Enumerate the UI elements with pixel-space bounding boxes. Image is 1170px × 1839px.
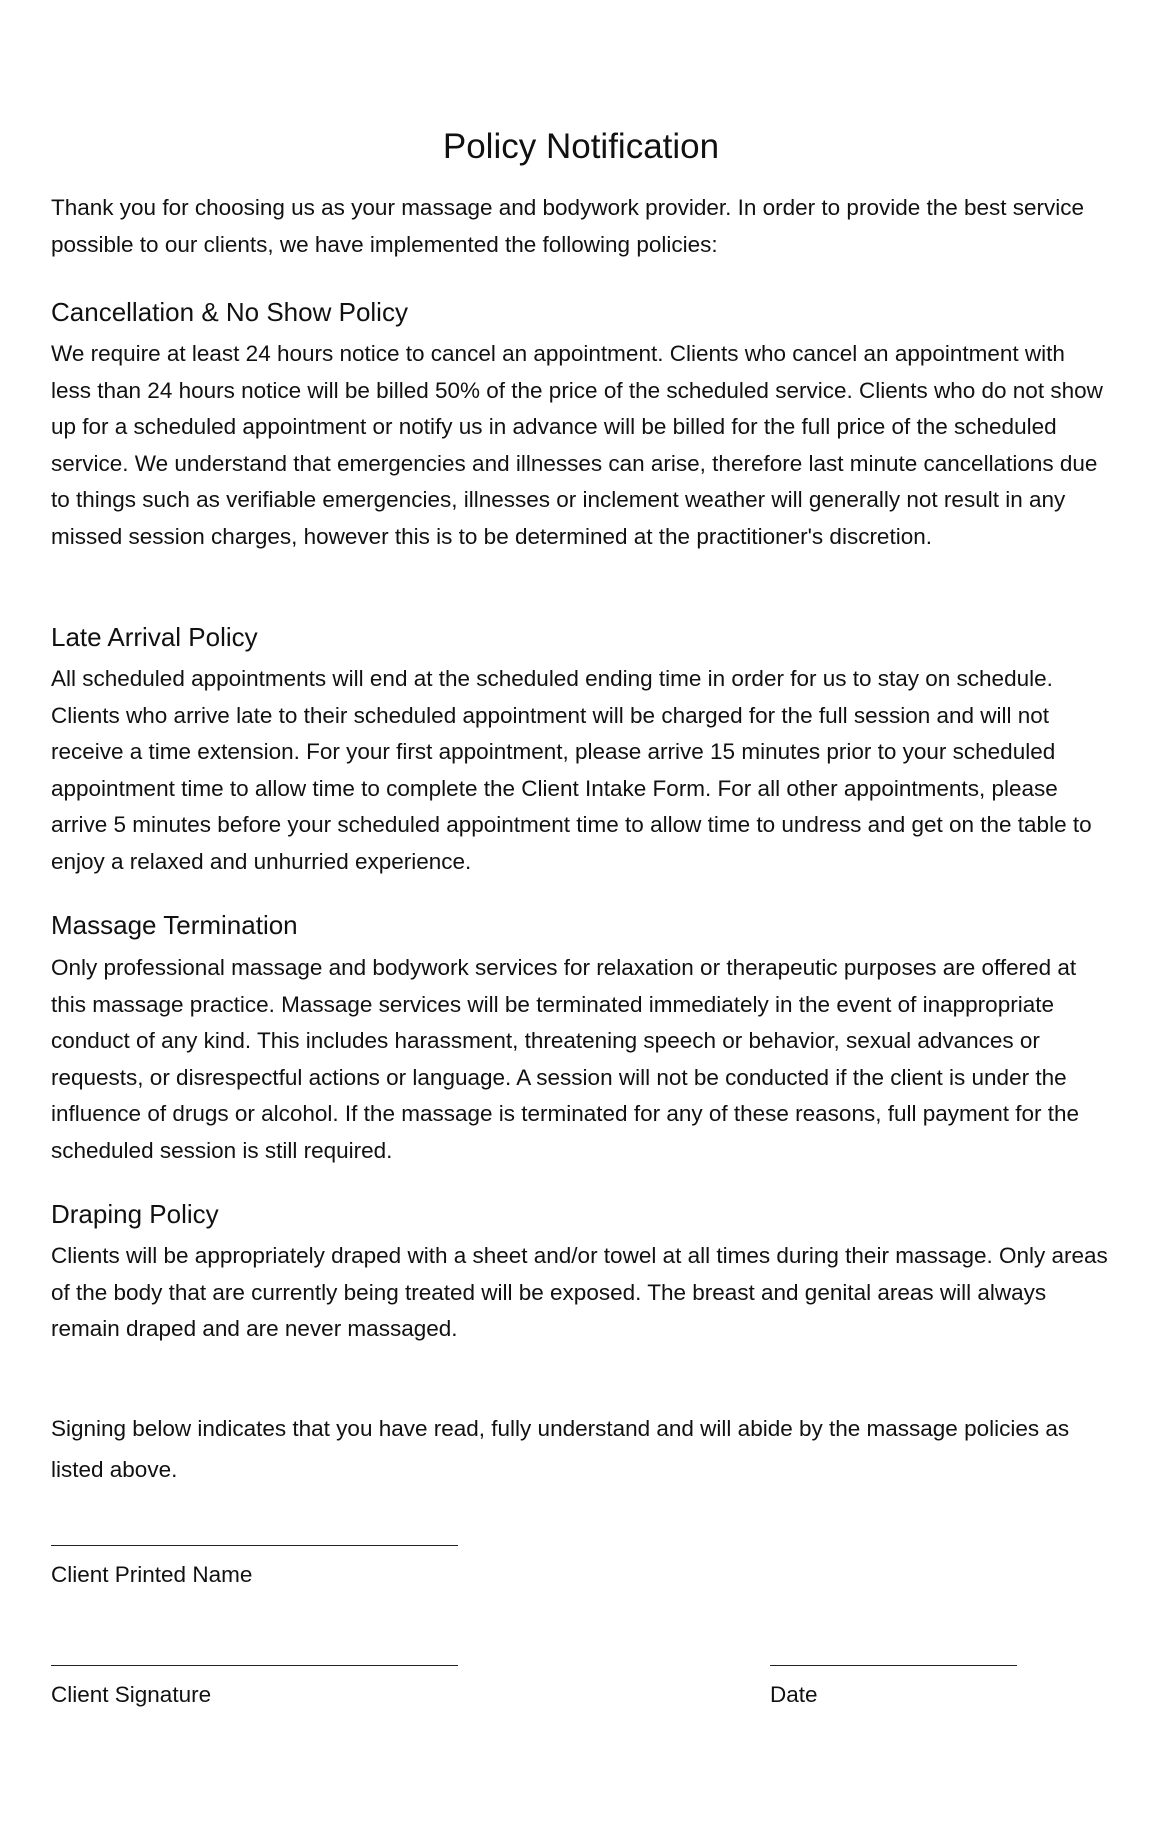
printed-name-label: Client Printed Name	[51, 1562, 253, 1587]
signature-line[interactable]	[51, 1665, 458, 1666]
late-arrival-policy-heading: Late Arrival Policy	[51, 622, 258, 652]
policy-document	[51, 0, 1111, 1839]
cancellation-policy-body: We require at least 24 hours notice to cancel an appointment. Clients who cancel an appointment with less than 24 hours notice will be billed 50% of the price of the scheduled service. Clients who do not show up for a scheduled appointment or notify us in advance will be billed for the full price of the scheduled service. We understand that emergencies and illnesses can arise, therefore last minute cancellations due to things such as verifiable emergencies, illnesses or inclement weather will generally not result in any missed session charges, however this is to be determined at the practitioner's discretion.	[51, 341, 1103, 549]
intro-paragraph: Thank you for choosing us as your massage and bodywork provider. In order to provide the best service possible to our clients, we have implemented the following policies:	[51, 195, 1085, 257]
date-line[interactable]	[770, 1665, 1017, 1666]
printed-name-line[interactable]	[51, 1545, 458, 1546]
draping-policy-heading: Draping Policy	[51, 1199, 219, 1229]
massage-termination-body: Only professional massage and bodywork services for relaxation or therapeutic purposes are offered at this massage practice. Massage services will be terminated immediately in the event of inappropriate conduct of any kind. This includes harassment, threatening speech or behavior, sexual advances or requests, or disrespectful actions or language. A session will not be conducted if the client is under the influence of drugs or alcohol. If the massage is terminated for any of these reasons, full payment for the scheduled session is still required.	[51, 955, 1080, 1163]
signature-label: Client Signature	[51, 1682, 212, 1707]
massage-termination-heading: Massage Termination	[51, 910, 298, 940]
agreement-statement: Signing below indicates that you have read, fully understand and will abide by the massage policies as listed above.	[51, 1416, 1070, 1482]
cancellation-policy-heading: Cancellation & No Show Policy	[51, 297, 408, 327]
page-title: Policy Notification	[442, 127, 720, 166]
date-label: Date	[770, 1682, 818, 1707]
late-arrival-policy-body: All scheduled appointments will end at the scheduled ending time in order for us to stay on schedule. Clients who arrive late to their scheduled appointment will be charged for the full session and will not receive a time extension. For your first appointment, please arrive 15 minutes prior to your scheduled appointment time to allow time to complete the Client Intake Form. For all other appointments, please arrive 5 minutes before your scheduled appointment time to allow time to undress and get on the table to enjoy a relaxed and unhurried experience.	[51, 666, 1092, 874]
draping-policy-body: Clients will be appropriately draped with a sheet and/or towel at all times during their massage. Only areas of the body that are currently being treated will be exposed. The breast and genital areas will always remain draped and are never massaged.	[51, 1243, 1108, 1341]
